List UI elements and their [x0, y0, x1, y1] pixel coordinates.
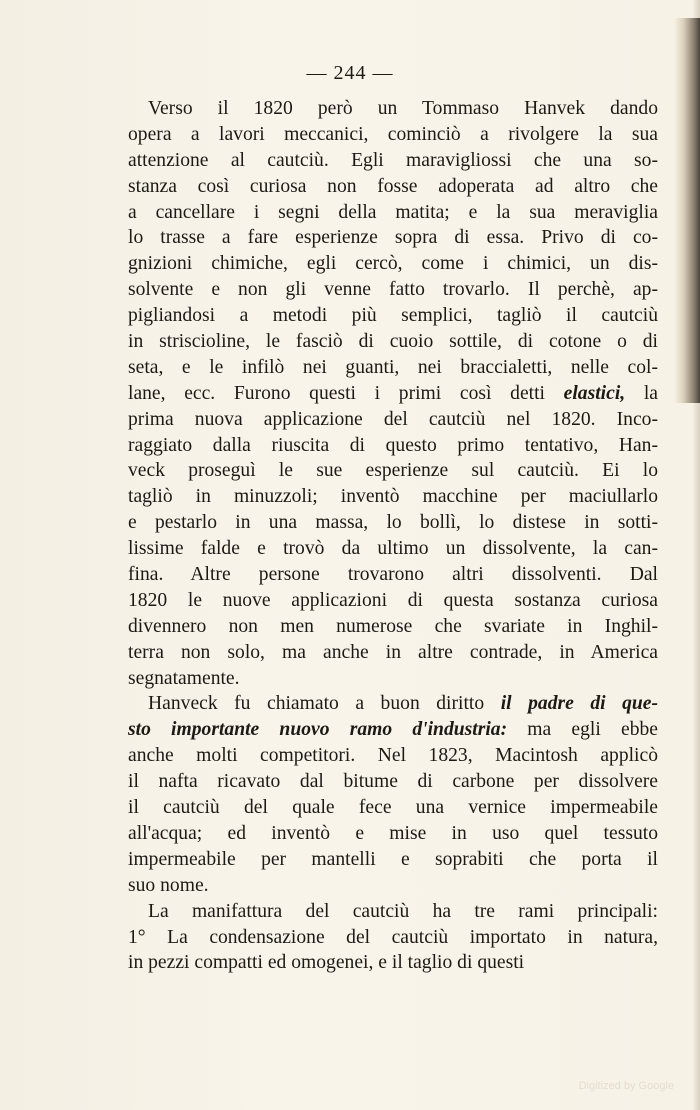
text-line: pigliandosi a metodi più semplici, tagliò il cautciù: [128, 305, 658, 327]
text-line: [128, 717, 658, 743]
text-line: segnatamente.: [128, 667, 240, 689]
paragraph: [128, 691, 658, 898]
text-line: opera a lavori meccanici, cominciò a rivolgere la sua: [128, 123, 658, 145]
emphasized-text: sto importante nuovo ramo d'industria:: [128, 719, 508, 741]
text-line: a cancellare i segni della matita; e la sua meraviglia: [128, 201, 658, 223]
text-line: il nafta ricavato dal bitume di carbone per dissolvere: [128, 771, 658, 793]
text-line: terra non solo, ma anche in altre contrade, in America: [128, 641, 658, 663]
paragraph: [128, 96, 658, 691]
text-line: fina. Altre persone trovarono altri dissolventi. Dal: [128, 564, 658, 586]
text-line: gnizioni chimiche, egli cercò, come i chimici, un dis-: [128, 253, 658, 275]
text-segment: lane, ecc. Furono questi i primi così detti: [128, 382, 564, 404]
text-line: in pezzi compatti ed omogenei, e il taglio di questi: [128, 952, 525, 974]
text-segment: ma egli ebbe: [507, 719, 658, 741]
emphasized-text: elastici,: [563, 382, 626, 404]
text-line: lo trasse a fare esperienze sopra di essa. Privo di co-: [128, 227, 658, 249]
text-line: [128, 381, 658, 407]
text-line: veck proseguì le sue esperienze sul cautciù. Ei lo: [128, 460, 658, 482]
text-line: raggiato dalla riuscita di questo primo tentativo, Han-: [128, 434, 658, 456]
text-line: divennero non men numerose che svariate in Inghil-: [128, 615, 658, 637]
text-line: Verso il 1820 però un Tommaso Hanvek dando: [148, 98, 658, 119]
text-line: suo nome.: [128, 874, 209, 896]
digitization-watermark: Digitized by Google: [578, 1080, 674, 1092]
text-line: prima nuova applicazione del cautciù nel 1820. Inco-: [128, 408, 658, 430]
text-line: in striscioline, le fasciò di cuoio sottile, di cotone o di: [128, 331, 658, 353]
text-line: e pestarlo in una massa, lo bollì, lo distese in sotti-: [128, 512, 658, 534]
text-line: [128, 691, 658, 717]
body-text: [128, 96, 658, 976]
text-line: all'acqua; ed inventò e mise in uso quel tessuto: [128, 822, 658, 844]
text-segment: Hanveck fu chiamato a buon diritto: [148, 693, 501, 715]
paragraph: [128, 899, 658, 977]
text-line: stanza così curiosa non fosse adoperata ad altro che: [128, 175, 658, 197]
text-line: tagliò in minuzzoli; inventò macchine per maciullarlo: [128, 486, 658, 508]
text-line: il cautciù del quale fece una vernice impermeabile: [128, 797, 658, 819]
text-segment: la: [625, 382, 658, 404]
text-line: solvente e non gli venne fatto trovarlo. Il perchè, ap-: [128, 279, 658, 301]
text-line: anche molti competitori. Nel 1823, Macintosh applicò: [128, 745, 658, 767]
text-line: seta, e le infilò nei guanti, nei braccialetti, nelle col-: [128, 356, 658, 378]
emphasized-text: il padre di que-: [500, 693, 659, 715]
text-line: attenzione al cautciù. Egli maravigliossi che una so-: [128, 149, 658, 171]
text-line: impermeabile per mantelli e soprabiti che porta il: [128, 848, 658, 870]
page-number: — 244 —: [306, 62, 394, 84]
text-line: 1820 le nuove applicazioni di questa sostanza curiosa: [128, 589, 658, 611]
text-line: lissime falde e trovò da ultimo un dissolvente, la can-: [128, 538, 658, 560]
text-line: La manifattura del cautciù ha tre rami principali:: [148, 900, 658, 922]
text-line: 1° La condensazione del cautciù importato in natura,: [128, 926, 658, 948]
